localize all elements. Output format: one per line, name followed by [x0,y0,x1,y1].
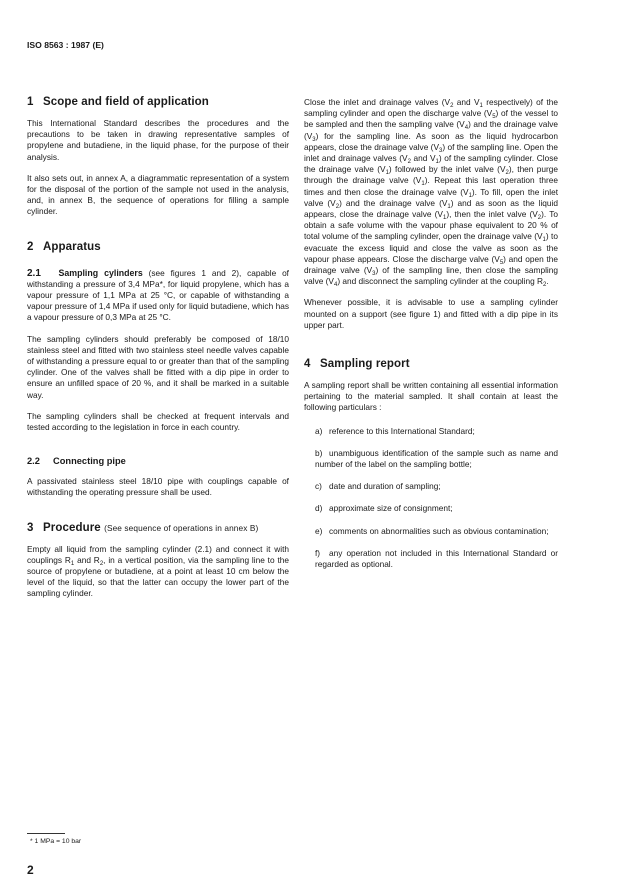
text-run: , in a vertical position, via the sampling line to the source of propylene or butadiene, at a point at least 10 cm below the level of the liquid, so that the latter can occupy the lower part of the sampling cylinder. [27,554,289,599]
footnote-divider [27,833,65,834]
subscript: 1 [385,170,389,177]
subscript: 1 [442,215,447,222]
text-run: Whenever possible, it is advisable to use a sampling cylinder mounted on a support (see figure 1) and fitted with a dip pipe in its upper part. [304,297,558,330]
subscript: 1 [435,159,439,166]
text-run: Close the inlet and drainage valves (V [304,97,451,107]
paragraph [27,544,289,600]
paragraph [27,476,289,498]
list-item [304,481,558,492]
subscript: 2 [505,170,509,177]
subscript: 2 [99,560,104,567]
text-run: respectively) of the sampling cylinder and open the discharge valve (V [304,97,558,119]
subsection-number: 2.1 [27,267,41,279]
subscript: 2 [450,103,454,109]
text-run: ). Repeat this last operation three times and then close the drainage valve (V [304,175,558,197]
text-run: ) of the sampling cylinder. Close the drainage valve (V [304,153,558,175]
text-run: ), then purge through the drainage valve (V [304,164,558,186]
text-run: ) of the sampling line. Open the inlet and drainage valves (V [304,141,558,164]
text-run: ) and as soon as the liquid appears, close the drainage valve (V [304,197,558,220]
text-run: ). To obtain a safe volume with the vapour phase equivalent to 20 % of total volume of the sampling cylinder, open the drainage valve (V [304,209,558,242]
document-header: ISO 8563 : 1987 (E) [27,40,104,50]
text-run: ) followed by the inlet valve (V [388,164,506,175]
text-run: ) of the vessel to be sampled and then the sampling valve (V [304,108,559,130]
list-label: f) [315,547,321,558]
text-run: ) and disconnect the sampling cylinder at the coupling R [337,276,544,287]
list-label: a) [315,425,323,436]
list-text: unambiguous identification of the sample such as name and number of the label on the sampling bottle; [315,447,558,470]
text-run: ) of the sampling line, then close the sampling valve (V [304,265,558,287]
subsection-2-2-heading [27,455,289,467]
subscript: 1 [542,237,546,244]
list-text: comments on abnormalities such as obvious contamination; [329,525,549,536]
subscript: 2 [537,215,542,222]
paragraph [304,297,558,331]
list-text: date and duration of sampling; [329,481,441,492]
text-run: ) and open the drainage valve (V [304,253,558,276]
text-run: (see figures 1 and 2), capable of withstanding a pressure of 3,4 MPa*, for liquid propylene, which has a vapour pressure of 1,1 MPa at 25 °C, or capable of withstanding a vapour pressure of 1,4 MPa if used only for liquid butadiene, which has a vapour pressure of 0,3 MPa at 25 °C. [27,267,289,323]
section-4-heading [304,357,558,371]
section-number: 3 [27,521,34,534]
subscript: 5 [499,259,504,266]
left-column [27,95,289,610]
section-title: Apparatus [43,240,101,253]
list-label: d) [315,503,323,514]
list-label: b) [315,447,323,458]
text-run: The sampling cylinders shall be checked at frequent intervals and tested according to the legislation in force in each country. [27,410,289,433]
section-note: (See sequence of operations in annex B) [104,522,259,533]
subscript: 1 [447,203,451,210]
subscript: 3 [312,136,316,143]
text-run: and R [74,554,100,565]
text-run: ) and the drainage valve (V [339,197,448,208]
section-title: Sampling report [320,358,410,371]
text-run: ) to evacuate the excess liquid and close the valve as soon as the vapour phase appears. Close the discharge valve (V [304,231,558,264]
section-title: Procedure [43,521,101,534]
text-run: and V [453,97,480,107]
right-column [304,97,558,581]
subscript: 2 [543,282,547,289]
section-number: 4 [304,358,311,371]
list-item [304,426,558,437]
subscript: 5 [492,114,496,121]
text-run: ) for the sampling line. As soon as the liquid hydrocarbon appears, close the drainage valve (V [304,130,558,152]
list-text: approximate size of consignment; [329,503,453,514]
list-text: any operation not included in this International Standard or regarded as optional. [315,547,558,570]
text-run: . [546,276,549,287]
paragraph-2-1 [27,268,289,324]
list-label: e) [315,525,323,536]
list-item [304,526,558,537]
page-number: 2 [27,863,34,877]
text-run: ), then the inlet valve (V [446,209,538,220]
paragraph [27,334,289,401]
subsection-title: Sampling cylinders [58,267,143,278]
subsection-number: 2.2 [27,456,40,467]
text-run: A passivated stainless steel 18/10 pipe with couplings capable of withstanding the operating pressure shall be used. [27,476,289,498]
text-run: ) and the drainage valve (V [304,119,558,141]
section-title: Scope and field of application [43,96,209,108]
section-1-heading [27,95,289,109]
subsection-title: Connecting pipe [53,456,126,467]
subscript: 2 [335,203,340,210]
subscript: 1 [468,192,472,199]
list-item [304,548,558,570]
subscript: 1 [421,181,425,188]
text-run: It also sets out, in annex A, a diagrammatic representation of a system for the disposal of the portion of the sample not used in the analysis, and, in annex B, the sequence of operations for filling a sample cylinder. [27,172,289,217]
text-run: A sampling report shall be written containing all essential information pertaining to the material sampled. It shall contain at least the following particulars : [304,380,558,413]
list-item [304,448,558,470]
text-run: This International Standard describes the procedures and the precautions to be taken in drawing representative samples of propylene and butadiene, in the liquid phase, for the purpose of their analysis. [27,118,289,162]
section-number: 1 [27,96,34,108]
text-run: The sampling cylinders should preferably be composed of 18/10 stainless steel and fitted with two stainless steel needle valves capable of withstanding a pressure equal to or greater than that of the sampling cylinder. One of the valves shall be fitted with a dip pipe in order to ensure an unfilled space of 20 %, and it shall be marked in a suitable way. [27,333,289,400]
text-run: Empty all liquid from the sampling cylinder (2.1) and connect it with couplings R [27,543,289,565]
list-item [304,503,558,514]
footnote: * 1 MPa = 10 bar [30,838,82,845]
list-text: reference to this International Standard; [329,425,475,436]
subscript: 3 [438,147,443,154]
paragraph [27,118,289,163]
subscript: 2 [407,159,411,166]
paragraph [304,97,558,287]
section-number: 2 [27,240,34,253]
subscript: 1 [479,103,483,109]
subscript: 4 [464,125,469,132]
subscript: 3 [372,271,376,278]
section-2-heading [27,240,289,254]
paragraph [304,380,558,414]
subscript: 1 [70,560,75,567]
subscript: 4 [333,282,338,289]
section-3-heading [27,521,289,535]
text-run: ). To fill, open the inlet valve (V [304,186,558,208]
paragraph [27,411,289,433]
list-label: c) [315,481,322,492]
text-run: and V [410,153,436,164]
paragraph [27,173,289,218]
